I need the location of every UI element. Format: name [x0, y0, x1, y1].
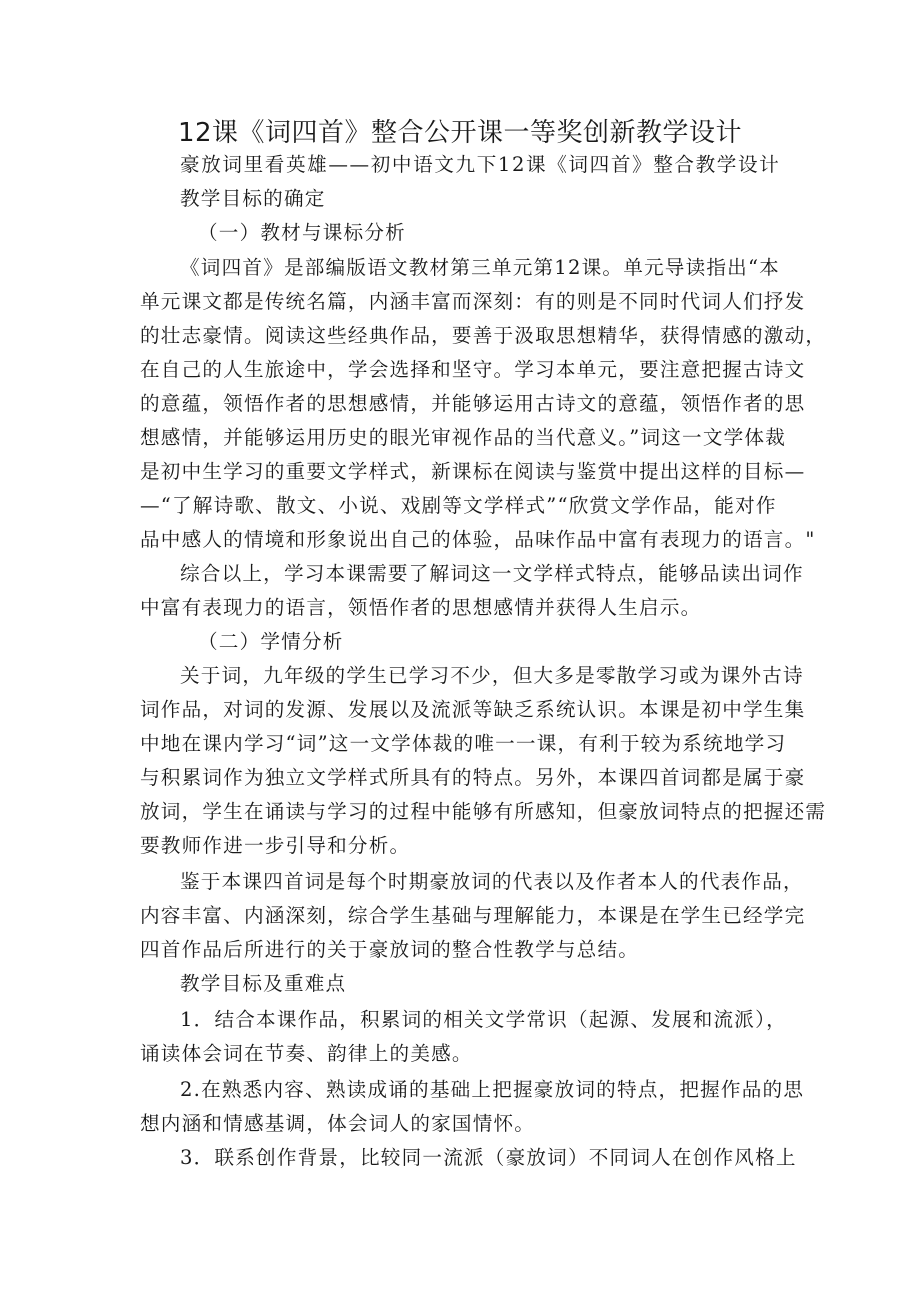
paragraph-line: 综合以上，学习本课需要了解词这一文学样式特点，能够品读出词作 [180, 562, 804, 585]
paragraph-line: 的壮志豪情。阅读这些经典作品，要善于汲取思想精华，获得情感的激动， [140, 324, 827, 347]
paragraph-line: 关于词，九年级的学生已学习不少，但大多是零散学习或为课外古诗 [180, 664, 804, 687]
document-subtitle: 豪放词里看英雄——初中语文九下12课《词四首》整合教学设计 [180, 153, 781, 176]
paragraph-line: 是初中生学习的重要文学样式，新课标在阅读与鉴赏中提出这样的目标— [140, 460, 806, 483]
goal-item-3: 3．联系创作背景，比较同一流派（豪放词）不同词人在创作风格上 [180, 1146, 797, 1169]
paragraph-line: 放词，学生在诵读与学习的过程中能够有所感知，但豪放词特点的把握还需 [140, 800, 827, 823]
goal-item-2: 2.在熟悉内容、熟读成诵的基础上把握豪放词的特点，把握作品的思 [180, 1078, 805, 1101]
paragraph-line: 在自己的人生旅途中，学会选择和坚守。学习本单元，要注意把握古诗文 [140, 358, 806, 381]
goal-item-1-cont: 诵读体会词在节奏、韵律上的美感。 [140, 1042, 473, 1065]
section-heading-student-analysis: （二）学情分析 [198, 630, 344, 653]
goal-item-1: 1．结合本课作品，积累词的相关文学常识（起源、发展和流派）， [180, 1008, 787, 1031]
paragraph-line: 要教师作进一步引导和分析。 [140, 834, 411, 857]
heading-goals-and-key-points: 教学目标及重难点 [180, 972, 347, 995]
paragraph-line: 的意蕴，领悟作者的思想感情，并能够运用古诗文的意蕴，领悟作者的思 [140, 392, 806, 415]
paragraph-line: 《词四首》是部编版语文教材第三单元第12课。单元导读指出“本 [180, 256, 780, 279]
paragraph-line: 想感情，并能够运用历史的眼光审视作品的当代意义。”词这一文学体裁 [140, 426, 787, 449]
paragraph-line: —“了解诗歌、散文、小说、戏剧等文学样式”“欣赏文学作品，能对作 [140, 494, 777, 517]
paragraph-line: 品中感人的情境和形象说出自己的体验，品味作品中富有表现力的语言。" [140, 528, 816, 551]
paragraph-line: 内容丰富、内涵深刻，综合学生基础与理解能力，本课是在学生已经学完 [140, 904, 806, 927]
paragraph-line: 单元课文都是传统名篇，内涵丰富而深刻：有的则是不同时代词人们抒发 [140, 290, 806, 313]
section-heading-textbook-analysis: （一）教材与课标分析 [198, 221, 406, 244]
paragraph-line: 中富有表现力的语言，领悟作者的思想感情并获得人生启示。 [140, 596, 702, 619]
paragraph-line: 四首作品后所进行的关于豪放词的整合性教学与总结。 [140, 938, 640, 961]
paragraph-line: 鉴于本课四首词是每个时期豪放词的代表以及作者本人的代表作品， [180, 870, 804, 893]
paragraph-line: 与积累词作为独立文学样式所具有的特点。另外，本课四首词都是属于豪 [140, 766, 806, 789]
goal-item-2-cont: 想内涵和情感基调，体会词人的家国情怀。 [140, 1112, 536, 1135]
document-title: 12课《词四首》整合公开课一等奖创新教学设计 [177, 118, 743, 148]
heading-teaching-goal-setting: 教学目标的确定 [180, 187, 326, 210]
paragraph-line: 词作品，对词的发源、发展以及流派等缺乏系统认识。本课是初中学生集 [140, 698, 806, 721]
paragraph-line: 中地在课内学习“词”这一文学体裁的唯一一课，有利于较为系统地学习 [140, 732, 787, 755]
